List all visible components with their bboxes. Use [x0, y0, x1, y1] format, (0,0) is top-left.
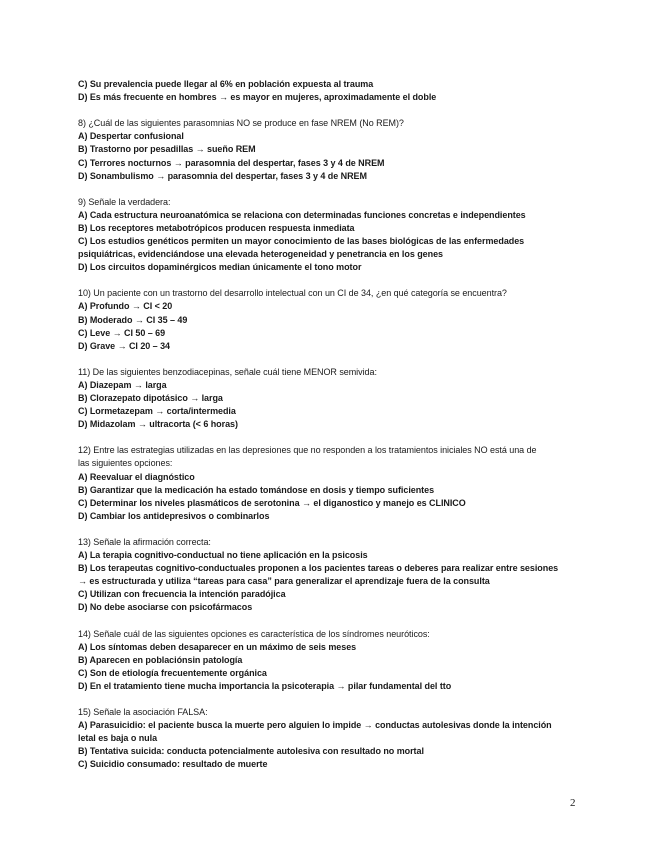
answer-line: C) Suicidio consumado: resultado de muerte — [78, 759, 268, 770]
answer-line: A) Los síntomas deben desaparecer en un máximo de seis meses — [78, 641, 357, 652]
answer-line: B) Moderado → CI 35 – 49 — [78, 314, 188, 325]
answer-line: D) No debe asociarse con psicofármacos — [78, 602, 253, 613]
question-line: 14) Señale cuál de las siguientes opciones es característica de los síndromes neuróticos: — [78, 628, 430, 639]
answer-line: A) Diazepam → larga — [78, 379, 167, 390]
answer-line: D) Es más frecuente en hombres → es mayor en mujeres, aproximadamente el doble — [78, 92, 437, 103]
answer-line: C) Leve → CI 50 – 69 — [78, 327, 166, 338]
answer-line: C) Son de etiología frecuentemente orgánica — [78, 667, 267, 678]
answer-line: D) Los circuitos dopaminérgicos median únicamente el tono motor — [78, 262, 362, 273]
answer-line: D) Cambiar los antidepresivos o combinarlos — [78, 510, 270, 521]
answer-line: A) Profundo → CI < 20 — [78, 301, 173, 312]
answer-line: A) La terapia cognitivo-conductual no tiene aplicación en la psicosis — [78, 550, 368, 560]
question-line: 11) De las siguientes benzodiacepinas, señale cuál tiene MENOR semivida: — [78, 366, 377, 377]
answer-line: C) Los estudios genéticos permiten un mayor conocimiento de las bases biológicas de las enfermedades — [78, 236, 525, 246]
question-line: 12) Entre las estrategias utilizadas en las depresiones que no responden a los tratamientos iniciales NO está una de — [78, 445, 537, 456]
answer-line: C) Determinar los niveles plasmáticos de serotonina → el diganostico y manejo es CLINICO — [78, 497, 466, 508]
question-line: 10) Un paciente con un trastorno del desarrollo intelectual con un CI de 34, ¿en qué categoría se encuentra? — [78, 288, 507, 299]
answer-line: → es estructurada y utiliza “tareas para casa” para generalizar el aprendizaje fuera de la consulta — [78, 576, 490, 587]
page-number: 2 — [570, 797, 576, 809]
question-line: las siguientes opciones: — [78, 458, 173, 469]
question-line: 13) Señale la afirmación correcta: — [78, 536, 211, 547]
answer-line: B) Trastorno por pesadillas → sueño REM — [78, 144, 256, 155]
answer-line: psiquiátricas, evidenciándose una elevada heterogeneidad y penetrancia en los genes — [78, 249, 443, 260]
question-line: 9) Señale la verdadera: — [78, 196, 171, 207]
answer-line: C) Su prevalencia puede llegar al 6% en población expuesta al trauma — [78, 79, 374, 89]
answer-line: D) Grave → CI 20 – 34 — [78, 340, 170, 351]
answer-line: B) Los terapeutas cognitivo-conductuales proponen a los pacientes tareas o deberes para realizar entre sesiones — [78, 563, 559, 574]
answer-line: A) Despertar confusional — [78, 131, 184, 142]
question-line: 8) ¿Cuál de las siguientes parasomnias NO se produce en fase NREM (No REM)? — [78, 118, 404, 129]
answer-line: C) Terrores nocturnos → parasomnia del despertar, fases 3 y 4 de NREM — [78, 157, 385, 168]
answer-line: A) Parasuicidio: el paciente busca la muerte pero alguien lo impide → conductas autolesivas donde la intención — [78, 720, 552, 731]
answer-line: C) Utilizan con frecuencia la intención paradójica — [78, 589, 286, 600]
answer-line: B) Clorazepato dipotásico → larga — [78, 393, 223, 403]
answer-line: A) Reevaluar el diagnóstico — [78, 471, 195, 482]
answer-line: C) Lormetazepam → corta/intermedia — [78, 406, 236, 417]
answer-line: B) Garantizar que la medicación ha estado tomándose en dosis y tiempo suficientes — [78, 484, 435, 495]
answer-line: B) Los receptores metabotrópicos producen respuesta inmediata — [78, 222, 355, 233]
answer-line: letal es baja o nula — [78, 733, 158, 744]
answer-line: B) Aparecen en poblaciónsin patología — [78, 654, 243, 665]
answer-line: D) En el tratamiento tiene mucha importancia la psicoterapia → pilar fundamental del tto — [78, 680, 452, 691]
question-line: 15) Señale la asociación FALSA: — [78, 707, 208, 717]
answer-line: D) Midazolam → ultracorta (< 6 horas) — [78, 419, 238, 430]
answer-line: B) Tentativa suicida: conducta potencialmente autolesiva con resultado no mortal — [78, 746, 424, 757]
answer-line: A) Cada estructura neuroanatómica se relaciona con determinadas funciones concretas e independientes — [78, 209, 526, 220]
answer-line: D) Sonambulismo → parasomnia del despertar, fases 3 y 4 de NREM — [78, 170, 367, 181]
